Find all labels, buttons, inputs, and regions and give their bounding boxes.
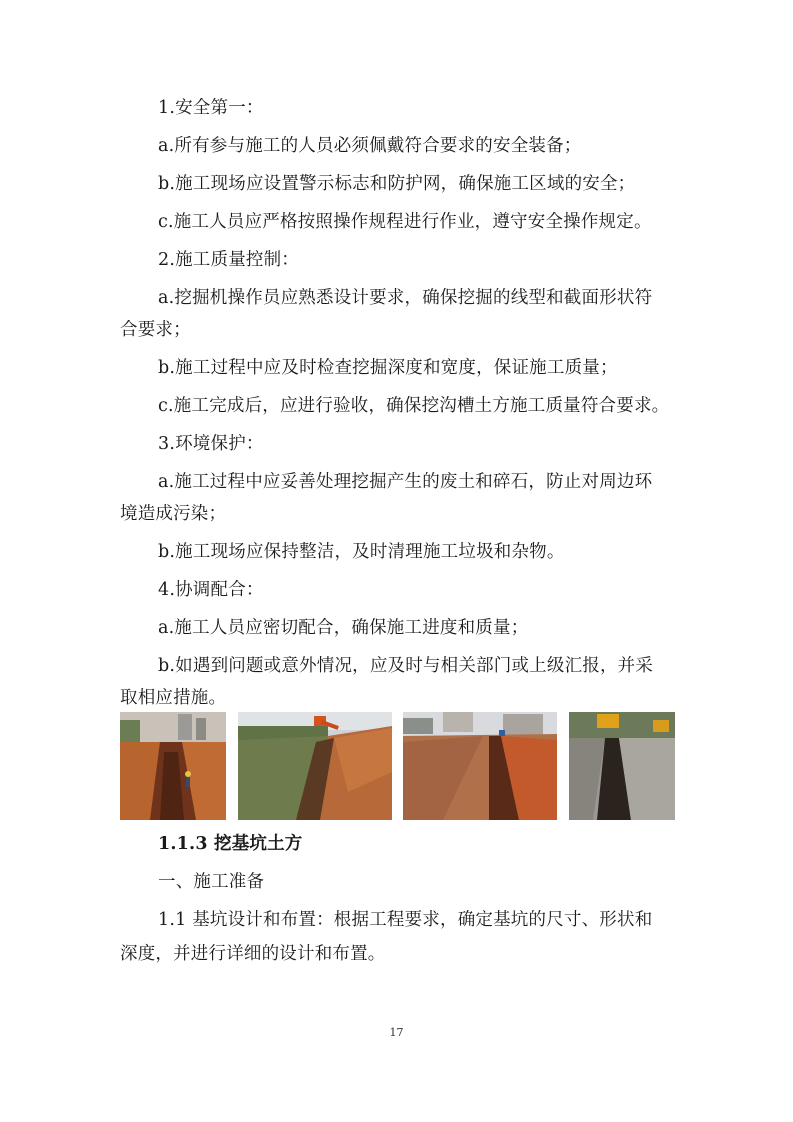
section-heading: 1.1.3 挖基坑土方 (158, 834, 303, 854)
heading-environment: 3.环境保护： (158, 434, 264, 454)
text-line: 境造成污染； (120, 504, 227, 524)
trench-photo-1 (120, 712, 226, 820)
text-line: c.施工人员应严格按照操作规程进行作业，遵守安全操作规定。 (158, 212, 652, 232)
trench-photo-2 (238, 712, 392, 820)
text-line: a.所有参与施工的人员必须佩戴符合要求的安全装备； (158, 136, 582, 156)
text-line: c.施工完成后，应进行验收，确保挖沟槽土方施工质量符合要求。 (158, 396, 670, 416)
sub-heading: 一、施工准备 (158, 872, 265, 892)
text-line: a.施工过程中应妥善处理挖掘产生的废土和碎石，防止对周边环 (158, 472, 653, 492)
trench-photo-4 (569, 712, 675, 820)
heading-coordination: 4.协调配合： (158, 580, 264, 600)
text-line: 取相应措施。 (120, 688, 227, 708)
text-line: b.施工现场应设置警示标志和防护网，确保施工区域的安全； (158, 174, 636, 194)
text-line: 深度，并进行详细的设计和布置。 (120, 944, 386, 964)
page-number: 17 (389, 1026, 404, 1039)
trench-photo-3 (403, 712, 557, 820)
text-line: 合要求； (120, 320, 191, 340)
text-line: a.施工人员应密切配合，确保施工进度和质量； (158, 618, 529, 638)
text-line: b.施工现场应保持整洁，及时清理施工垃圾和杂物。 (158, 542, 565, 562)
heading-safety: 1.安全第一： (158, 98, 264, 118)
text-line: 1.1 基坑设计和布置：根据工程要求，确定基坑的尺寸、形状和 (158, 910, 653, 930)
heading-quality: 2.施工质量控制： (158, 250, 299, 270)
text-line: b.施工过程中应及时检查挖掘深度和宽度，保证施工质量； (158, 358, 618, 378)
text-line: a.挖掘机操作员应熟悉设计要求，确保挖掘的线型和截面形状符 (158, 288, 653, 308)
text-line: b.如遇到问题或意外情况，应及时与相关部门或上级汇报，并采 (158, 656, 654, 676)
photo-strip (120, 712, 675, 820)
